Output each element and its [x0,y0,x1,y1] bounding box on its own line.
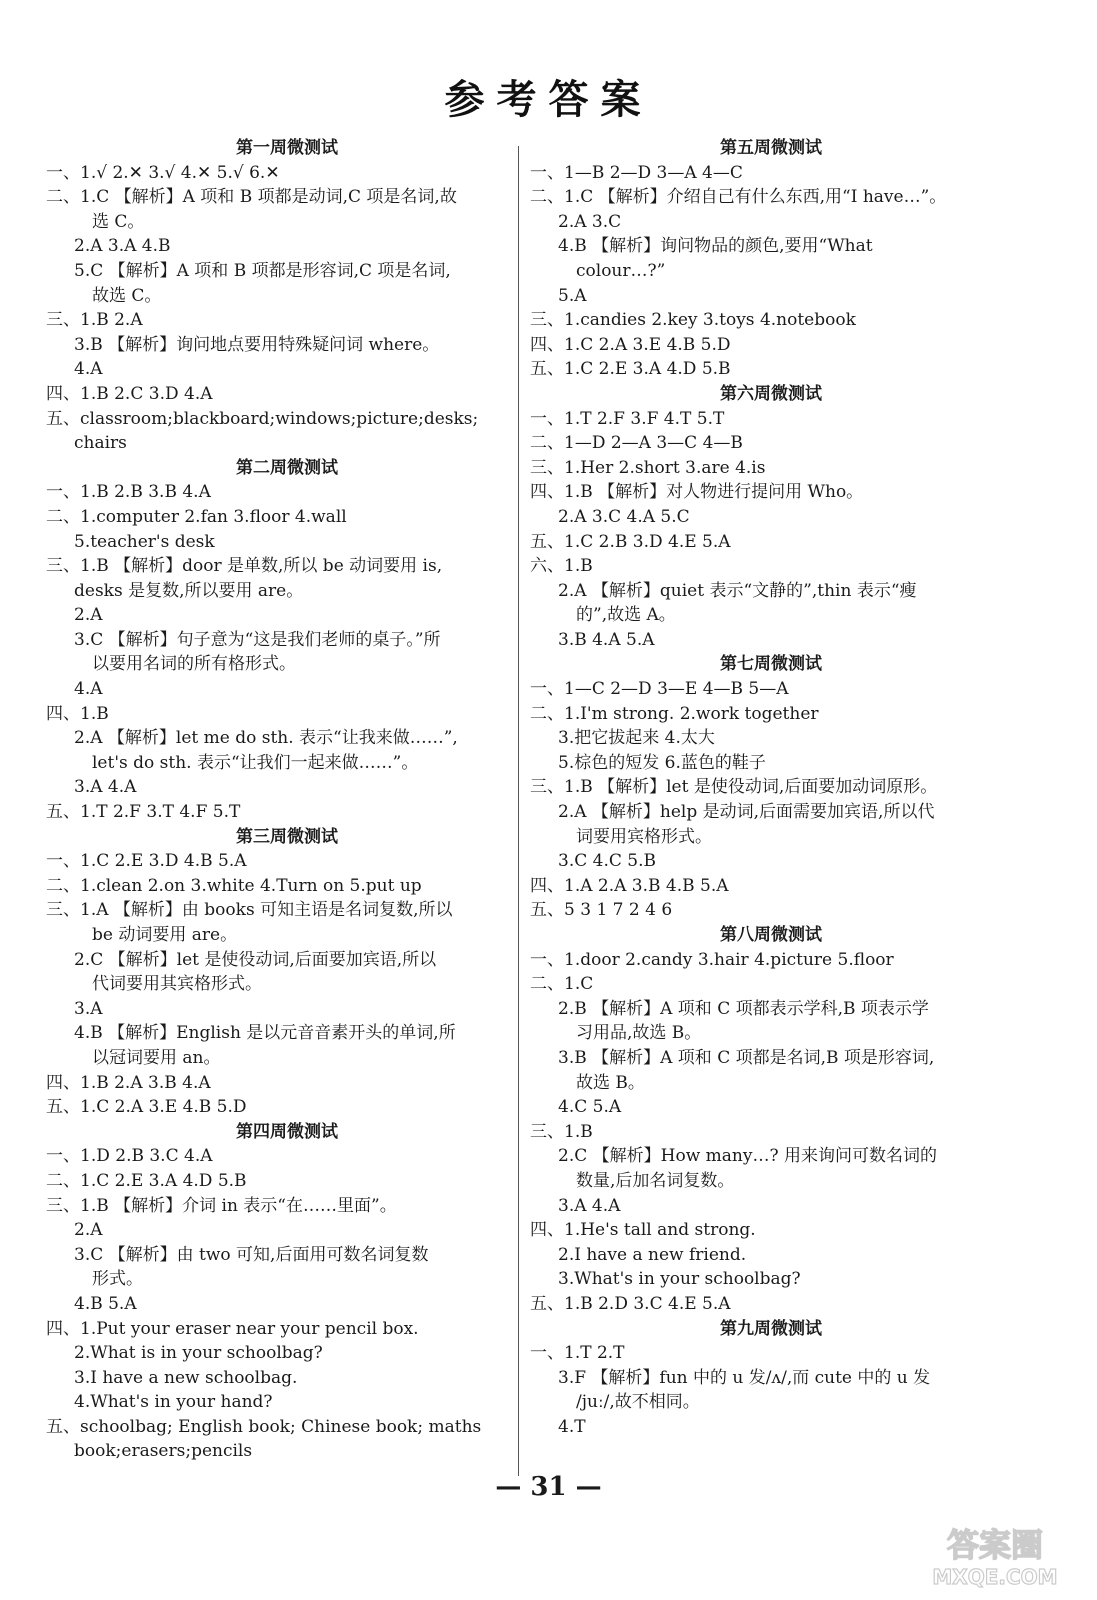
answer-line: 一、1—C 2—D 3—E 4—B 5—A [530,679,789,700]
answer-line: 2.C 【解析】How many…? 用来询问可数名词的 [558,1146,937,1167]
section-heading: 第五周微测试 [720,138,822,158]
answer-line: 4.A [74,679,103,700]
answer-line: 二、1.computer 2.fan 3.floor 4.wall [46,506,347,527]
answer-line: desks 是复数,所以要用 are。 [74,580,304,601]
answer-line: 六、1.B [530,556,593,577]
answer-line: 二、1.C 【解析】A 项和 B 项都是动词,C 项是名词,故 [46,187,457,208]
column-divider [518,146,519,1476]
answer-line: 3.C 【解析】句子意为“这是我们老师的桌子。”所 [74,629,441,650]
answer-line: 2.C 【解析】let 是使役动词,后面要加宾语,所以 [74,949,437,970]
answer-line: 词要用宾格形式。 [576,826,712,847]
answer-line: 4.A [74,359,103,380]
answer-line: 三、1.B 2.A [46,310,143,331]
answer-line: 四、1.B 2.A 3.B 4.A [46,1072,211,1093]
answer-line: colour…?” [576,260,666,281]
answer-line: 2.A 3.C [558,211,622,232]
answer-line: 五、1.T 2.F 3.T 4.F 5.T [46,802,241,823]
answer-column-right [530,136,1012,1439]
answer-line: 4.B 【解析】English 是以元音音素开头的单词,所 [74,1023,456,1044]
answer-line: 四、1.C 2.A 3.E 4.B 5.D [530,334,731,355]
answer-line: 二、1.C 2.E 3.A 4.D 5.B [46,1170,247,1191]
answer-line: 三、1.Her 2.short 3.are 4.is [530,457,766,478]
answer-line: 四、1.B 2.C 3.D 4.A [46,383,213,404]
answer-line: 二、1.C 【解析】介绍自己有什么东西,用“I have…”。 [530,187,947,208]
answer-line: be 动词要用 are。 [92,925,238,945]
answer-line: 3.B 【解析】询问地点要用特殊疑问词 where。 [74,334,440,355]
answer-line: 五、1.C 2.A 3.E 4.B 5.D [46,1097,247,1118]
answer-line: 3.A [74,998,103,1019]
section-heading: 第四周微测试 [236,1121,338,1142]
answer-line: 4.T [558,1416,586,1437]
answer-line: chairs [74,433,127,454]
answer-line: /juː/,故不相同。 [576,1392,700,1413]
page-title: 参考答案 [444,76,653,123]
answer-line: 2.What is in your schoolbag? [74,1343,323,1364]
answer-line: 4.C 5.A [558,1097,622,1118]
answer-line: 3.F 【解析】fun 中的 u 发/ʌ/,而 cute 中的 u 发 [558,1367,931,1388]
answer-line: 选 C。 [92,211,145,232]
answer-line: 2.A 【解析】let me do sth. 表示“让我来做……”, [74,728,458,749]
answer-line: 2.A [74,605,103,626]
answer-line: 5.A [558,285,587,306]
answer-line: 二、1.clean 2.on 3.white 4.Turn on 5.put up [46,875,422,896]
answer-line: 五、1.C 2.B 3.D 4.E 5.A [530,531,731,552]
answer-line: 三、1.B 【解析】let 是使役动词,后面要加动词原形。 [530,777,938,798]
answer-line: book;erasers;pencils [74,1441,253,1462]
answer-line: 习用品,故选 B。 [576,1023,702,1044]
answer-line: 一、1.√ 2.✕ 3.√ 4.✕ 5.√ 6.✕ [46,162,280,183]
section-heading: 第六周微测试 [720,383,822,404]
answer-line: 二、1.I'm strong. 2.work together [530,703,819,724]
answer-line: 四、1.B [46,703,109,724]
answer-line: 2.I have a new friend. [558,1244,747,1265]
answer-line: 三、1.B 【解析】door 是单数,所以 be 动词要用 is, [46,556,443,577]
answer-line: 五、1.B 2.D 3.C 4.E 5.A [530,1293,731,1314]
answer-line: 3.把它拔起来 4.太大 [558,728,715,749]
answer-line: 三、1.B 【解析】介词 in 表示“在……里面”。 [46,1195,397,1216]
answer-line: 四、1.Put your eraser near your pencil box. [46,1318,419,1339]
section-heading: 第七周微测试 [720,654,822,675]
answer-line: 的”,故选 A。 [576,605,676,626]
answer-line: 2.A 【解析】quiet 表示“文静的”,thin 表示“瘦 [558,580,917,601]
section-heading: 第二周微测试 [236,457,338,478]
answer-line: 3.A 4.A [558,1195,621,1216]
answer-line: 一、1.T 2.F 3.F 4.T 5.T [530,408,725,429]
answer-line: 五、5 3 1 7 2 4 6 [530,900,673,921]
answer-line: 四、1.He's tall and strong. [530,1220,756,1241]
answer-line: 以要用名词的所有格形式。 [92,654,296,675]
answer-line: 二、1.C [530,974,594,995]
answer-line: 一、1—B 2—D 3—A 4—C [530,162,743,183]
answer-line: 三、1.candies 2.key 3.toys 4.notebook [530,310,856,331]
answer-line: 3.I have a new schoolbag. [74,1367,298,1388]
answer-line: 四、1.A 2.A 3.B 4.B 5.A [530,875,729,896]
answer-line: 5.C 【解析】A 项和 B 项都是形容词,C 项是名词, [74,260,451,281]
answer-line: 以冠词要用 an。 [92,1047,221,1068]
answer-line: 4.B 5.A [74,1293,137,1314]
answer-line: 一、1.door 2.candy 3.hair 4.picture 5.floor [530,949,894,970]
watermark-url: MXQE.COM [932,1565,1058,1589]
answer-line: 三、1.B [530,1121,593,1142]
answer-line: 4.What's in your hand? [74,1392,273,1413]
answer-line: 2.A 3.C 4.A 5.C [558,506,690,527]
answer-line: 数量,后加名词复数。 [576,1170,735,1191]
section-heading: 第九周微测试 [720,1318,822,1339]
answer-line: 故选 B。 [576,1072,645,1093]
answer-line: 2.A 3.A 4.B [74,236,171,257]
section-heading: 第三周微测试 [236,826,338,847]
answer-line: 三、1.A 【解析】由 books 可知主语是名词复数,所以 [46,900,453,921]
answer-line: 3.B 4.A 5.A [558,629,655,650]
answer-line: 二、1—D 2—A 3—C 4—B [530,433,743,454]
answer-line: 2.A 【解析】help 是动词,后面需要加宾语,所以代 [558,802,935,823]
answer-line: 一、1.D 2.B 3.C 4.A [46,1146,213,1167]
answer-line: 形式。 [92,1269,143,1290]
answer-line: 3.C 【解析】由 two 可知,后面用可数名词复数 [74,1244,429,1265]
answer-line: 3.C 4.C 5.B [558,851,656,872]
watermark-logo-text: 答案圈 [946,1526,1044,1564]
answer-column-left [46,136,528,1464]
answer-line: 3.A 4.A [74,777,137,798]
answer-line: 3.B 【解析】A 项和 C 项都是名词,B 项是形容词, [558,1047,935,1068]
answer-line: 2.B 【解析】A 项和 C 项都表示学科,B 项表示学 [558,998,929,1019]
answer-line: 5.棕色的短发 6.蓝色的鞋子 [558,752,766,773]
answer-line: 五、classroom;blackboard;windows;picture;desks; [46,408,479,429]
answer-line: 5.teacher's desk [74,531,215,552]
section-heading: 第一周微测试 [236,138,338,158]
answer-line: 故选 C。 [92,285,162,306]
watermark-logo [915,1516,1075,1592]
answer-line: 4.B 【解析】询问物品的颜色,要用“What [558,236,873,257]
answer-line: 2.A [74,1220,103,1241]
answer-line: 四、1.B 【解析】对人物进行提问用 Who。 [530,482,864,503]
answer-line: 五、schoolbag; English book; Chinese book; maths [46,1416,482,1437]
answer-line: 一、1.C 2.E 3.D 4.B 5.A [46,851,247,872]
answer-line: 代词要用其宾格形式。 [92,974,262,995]
answer-line: 3.What's in your schoolbag? [558,1269,801,1290]
page-number: — 31 — [495,1472,602,1502]
answer-line: let's do sth. 表示“让我们一起来做……”。 [92,752,419,773]
section-heading: 第八周微测试 [720,925,822,945]
answer-line: 五、1.C 2.E 3.A 4.D 5.B [530,359,731,380]
answer-line: 一、1.T 2.T [530,1343,625,1364]
answer-line: 一、1.B 2.B 3.B 4.A [46,482,211,503]
